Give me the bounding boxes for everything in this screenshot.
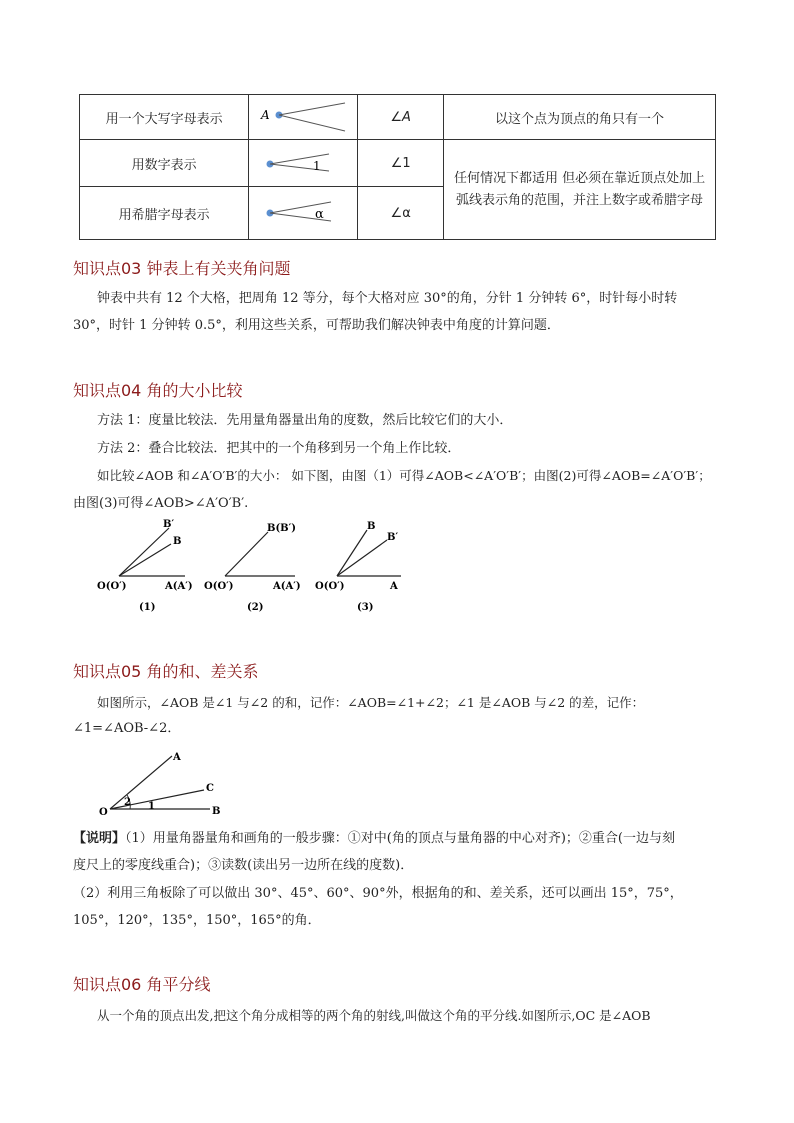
- figure-caption: (3): [357, 602, 374, 613]
- method-cell: 用希腊字母表示: [80, 187, 249, 240]
- angle-figure-letter: [249, 95, 357, 135]
- angle-sum-figure: [96, 746, 226, 818]
- figure-cell: [249, 140, 358, 187]
- label-angle-2: 2: [124, 797, 131, 808]
- note-line: 度尺上的零度线重合)；③读数(读出另一边所在线的度数)．: [73, 858, 414, 873]
- paragraph-line: 方法 2：叠合比较法．把其中的一个角移到另一个角上作比较．: [97, 441, 461, 456]
- label-c: C: [206, 783, 214, 794]
- label-a: A: [173, 752, 181, 763]
- paragraph-line: 钟表中共有 12 个大格，把周角 12 等分，每个大格对应 30°的角，分针 1 分钟转 6°，时针每小时转: [97, 291, 678, 306]
- figure-cell: [249, 95, 358, 140]
- label-o: O: [99, 807, 108, 818]
- table-row: [80, 140, 716, 187]
- label-a: A(A′): [273, 581, 301, 592]
- label-b: B(B′): [267, 523, 297, 534]
- note-line: （2）利用三角板除了可以做出 30°、45°、60°、90°外，根据角的和、差关系，还可以画出 15°，75°，: [73, 886, 683, 901]
- table-row: [80, 95, 716, 140]
- figure-caption: (1): [139, 602, 156, 613]
- comparison-figure-3: [315, 521, 401, 613]
- angle-notation-table: [79, 94, 716, 240]
- method-cell: 用数字表示: [80, 140, 249, 187]
- figure-cell: [249, 187, 358, 240]
- figure-label: A: [261, 108, 270, 122]
- angle-figure-number: [249, 140, 357, 182]
- paragraph-line: 方法 1：度量比较法．先用量角器量出角的度数，然后比较它们的大小．: [97, 413, 513, 428]
- section-heading-05: 知识点05 角的和、差关系: [73, 662, 259, 681]
- paragraph-line: 由图(3)可得∠AOB>∠A′O′B′.: [73, 496, 249, 511]
- note-line: 【说明】（1）用量角器量角和画角的一般步骤：①对中(角的顶点与量角器的中心对齐)；②重合(一边与刻: [73, 831, 676, 846]
- angle-figure-greek: [249, 187, 357, 235]
- label-o: O(O′): [97, 581, 127, 592]
- note-cell: 以这个点为顶点的角只有一个: [444, 95, 716, 140]
- comparison-figure-2: [204, 523, 301, 613]
- label-b: B: [367, 521, 376, 532]
- paragraph-line: ∠1=∠AOB-∠2．: [73, 721, 181, 736]
- label-a: A: [390, 581, 398, 592]
- section-heading-04: 知识点04 角的大小比较: [73, 381, 243, 400]
- label-b-prime: B′: [163, 519, 175, 530]
- label-o: O(O′): [315, 581, 345, 592]
- notation-cell: ∠1: [358, 140, 444, 187]
- figure-label: α: [315, 207, 325, 222]
- comparison-figure-1: [97, 519, 193, 613]
- label-o: O(O′): [204, 581, 234, 592]
- label-a: A(A′): [165, 581, 193, 592]
- notation-cell: ∠α: [358, 187, 444, 240]
- note-cell: 任何情况下都适用 但必须在靠近顶点处加上弧线表示角的范围，并注上数字或希腊字母: [444, 140, 716, 240]
- label-b: B: [173, 536, 182, 547]
- note-label: 【说明】: [73, 831, 126, 846]
- label-b: B: [212, 806, 221, 817]
- angle-comparison-figures: [85, 518, 425, 618]
- figure-label: 1: [313, 159, 321, 173]
- paragraph-line: 如图所示，∠AOB 是∠1 与∠2 的和，记作：∠AOB=∠1+∠2；∠1 是∠AOB 与∠2 的差，记作：: [97, 695, 645, 710]
- figure-caption: (2): [247, 602, 264, 613]
- note-line: 105°，120°，135°，150°，165°的角．: [73, 913, 321, 928]
- section-heading-06: 知识点06 角平分线: [73, 975, 211, 994]
- paragraph-line: 30°，时针 1 分钟转 0.5°，利用这些关系，可帮助我们解决钟表中角度的计算问题．: [73, 318, 560, 333]
- paragraph-line: 从一个角的顶点出发,把这个角分成相等的两个角的射线,叫做这个角的平分线.如图所示,OC 是∠AOB: [97, 1008, 651, 1023]
- section-heading-03: 知识点03 钟表上有关夹角问题: [73, 259, 291, 278]
- notation-cell: ∠A: [358, 95, 444, 140]
- label-angle-1: 1: [148, 801, 155, 812]
- method-cell: 用一个大写字母表示: [80, 95, 249, 140]
- label-b-prime: B′: [387, 532, 399, 543]
- paragraph-line: 如比较∠AOB 和∠A′O′B′的大小： 如下图，由图（1）可得∠AOB<∠A′O′B′；由图(2)可得∠AOB=∠A′O′B′；: [97, 468, 711, 483]
